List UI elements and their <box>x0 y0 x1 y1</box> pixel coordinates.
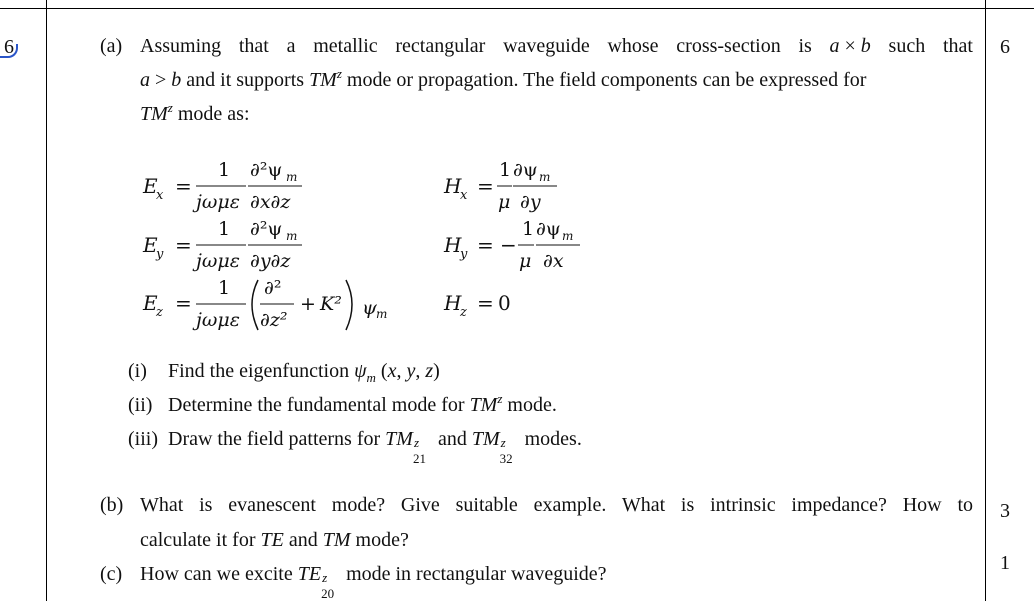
svg-text:H: H <box>444 174 462 198</box>
svg-text:z: z <box>460 305 467 320</box>
equation-Ex <box>142 159 302 213</box>
svg-text:=: = <box>477 291 494 315</box>
part-a-marks: 6 <box>1000 36 1010 58</box>
svg-text:m: m <box>562 229 574 243</box>
svg-text:x: x <box>156 188 164 203</box>
svg-text:m: m <box>286 229 298 243</box>
svg-text:−: − <box>500 233 517 257</box>
part-b-marks: 3 <box>1000 500 1010 522</box>
svg-text:=: = <box>477 174 494 198</box>
svg-text:ψ: ψ <box>362 297 377 319</box>
svg-text:1: 1 <box>218 277 231 299</box>
part-a-label: (a) <box>100 35 123 57</box>
equation-Ey <box>142 218 302 272</box>
svg-text:1: 1 <box>218 159 231 181</box>
svg-text:+: + <box>300 293 316 315</box>
sub-question-iii: Draw the field patterns for TM z 21 and TM z 32 modes. <box>168 428 582 466</box>
svg-text:∂y: ∂y <box>520 191 541 213</box>
sub-question-iii-label: (iii) <box>128 428 158 450</box>
part-b-line-2: calculate it for TE and TM mode? <box>140 529 409 551</box>
part-c-text: How can we excite TE z 20 mode in rectangular waveguide? <box>140 563 607 601</box>
svg-text:1: 1 <box>218 218 231 240</box>
sub-question-ii: Determine the fundamental mode for $TM^z$ mode. <box>168 391 557 416</box>
svg-text:jωμε: jωμε <box>196 250 240 272</box>
svg-text:m: m <box>286 170 298 184</box>
svg-text:1: 1 <box>499 159 512 181</box>
part-b-line-1: What is evanescent mode? Give suitable example. What is intrinsic impedance? How to <box>140 494 973 516</box>
svg-text:m: m <box>376 307 388 321</box>
question-number: 6 <box>4 36 14 58</box>
svg-text:y: y <box>156 247 164 262</box>
part-a-line-1-text: Assuming that a metallic rectangular waveguide whose cross-section is a × b such that <box>140 35 973 57</box>
sub-question-i-label: (i) <box>128 360 147 382</box>
sub-question-i: Find the eigenfunction $\psi_m$ (x, y, z) <box>168 360 440 385</box>
svg-text:∂z²: ∂z² <box>260 309 288 331</box>
svg-text:∂ψ: ∂ψ <box>536 218 561 240</box>
svg-text:∂²ψ: ∂²ψ <box>250 218 283 240</box>
svg-text:∂x: ∂x <box>543 250 564 272</box>
svg-text:m: m <box>539 170 551 184</box>
svg-text:z: z <box>156 305 163 320</box>
svg-text:0: 0 <box>498 291 511 315</box>
svg-text:=: = <box>477 233 494 257</box>
svg-text:jωμε: jωμε <box>196 191 240 213</box>
svg-text:=: = <box>175 174 192 198</box>
svg-text:∂²ψ: ∂²ψ <box>250 159 283 181</box>
svg-text:K²: K² <box>320 293 342 315</box>
part-a-line-3: $TM^z$ mode as: <box>140 100 250 125</box>
equation-Ez <box>142 277 387 331</box>
part-c-label: (c) <box>100 563 123 585</box>
equation-Hz <box>443 291 511 320</box>
svg-text:=: = <box>175 233 192 257</box>
svg-text:1: 1 <box>522 218 535 240</box>
svg-text:μ: μ <box>519 250 532 272</box>
svg-text:∂ψ: ∂ψ <box>513 159 538 181</box>
svg-text:E: E <box>143 291 158 315</box>
svg-text:jωμε: jωμε <box>196 309 240 331</box>
svg-text:E: E <box>143 233 158 257</box>
part-b-label: (b) <box>100 494 124 516</box>
svg-text:H: H <box>444 291 462 315</box>
svg-text:∂y∂z: ∂y∂z <box>250 250 291 272</box>
svg-text:E: E <box>143 174 158 198</box>
svg-text:H: H <box>444 233 462 257</box>
svg-text:∂²: ∂² <box>264 277 282 299</box>
svg-text:=: = <box>175 291 192 315</box>
equation-Hx <box>443 159 557 213</box>
svg-text:x: x <box>460 188 468 203</box>
svg-text:μ: μ <box>498 191 511 213</box>
part-c-marks: 1 <box>1000 552 1010 574</box>
svg-text:∂x∂z: ∂x∂z <box>250 191 291 213</box>
sub-question-ii-label: (ii) <box>128 394 153 416</box>
svg-text:y: y <box>460 247 468 262</box>
equation-Hy <box>443 218 580 272</box>
part-a-line-2: a > b and it supports $TM^z$ mode or propagation. The field components can be expressed for <box>140 66 867 91</box>
